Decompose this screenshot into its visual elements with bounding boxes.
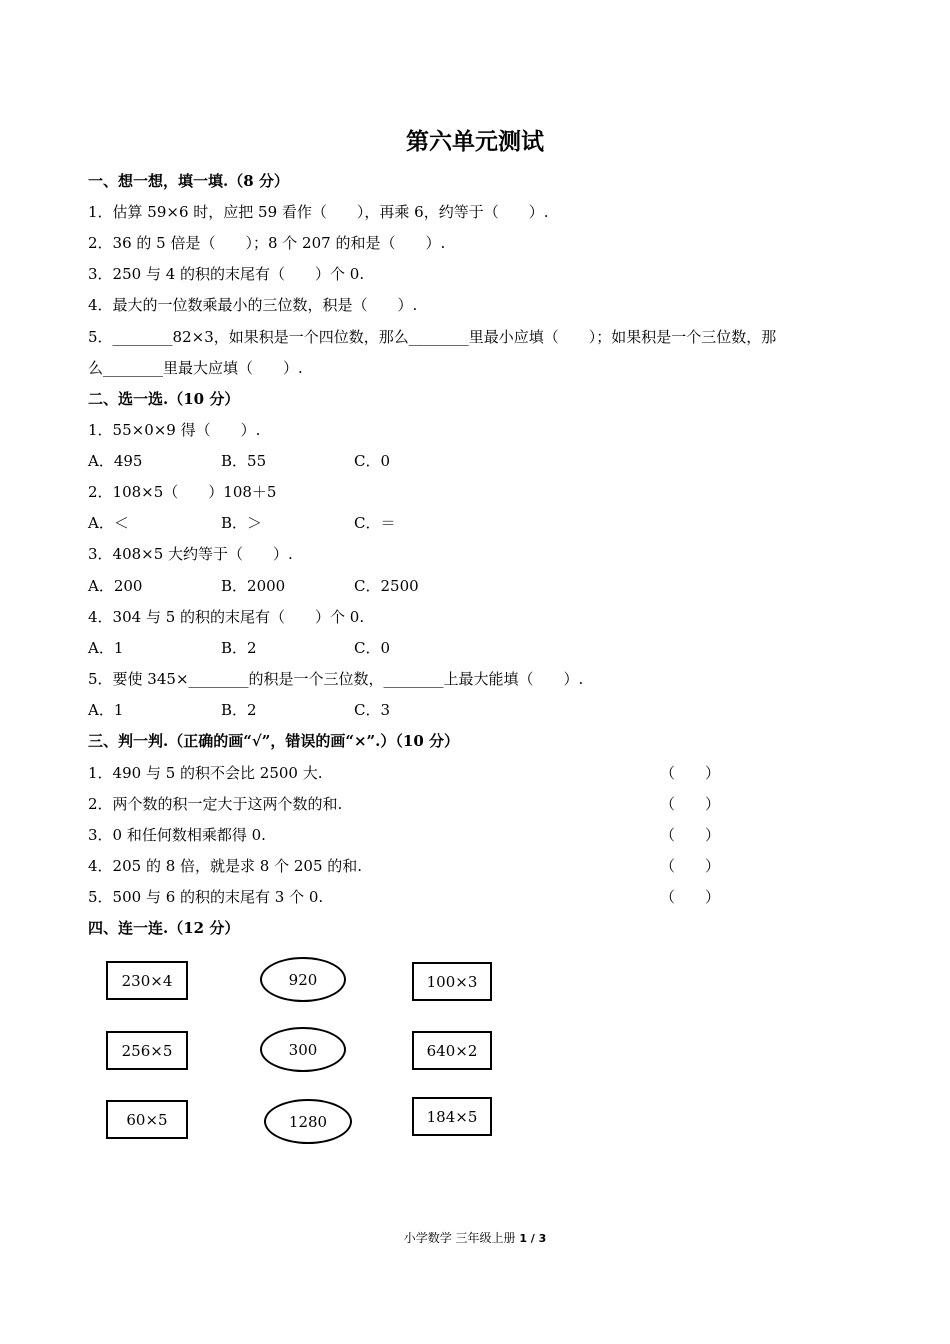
s3-answer-5: （ ）: [660, 888, 721, 906]
s3-item-5: 5．500 与 6 的积的末尾有 3 个 0.: [88, 888, 324, 906]
s2-q2-option-c: C．＝: [354, 514, 396, 532]
s2-q5-option-b: B．2: [221, 701, 257, 719]
section-3-heading: 三、判一判.（正确的画“√”，错误的画“×”.）（10 分）: [88, 732, 459, 750]
match-left-box-2: 256×5: [106, 1031, 188, 1070]
s2-q2-option-a: A．＜: [88, 514, 129, 532]
s1-item-4: 4．最大的一位数乘最小的三位数，积是（ ）.: [88, 296, 418, 314]
section-1-heading: 一、想一想，填一填.（8 分）: [88, 172, 289, 190]
match-left-box-3: 60×5: [106, 1100, 188, 1139]
s2-q1-option-b: B．55: [221, 452, 267, 470]
s2-question-3: 3．408×5 大约等于（ ）.: [88, 545, 293, 563]
s2-q1-option-c: C．0: [354, 452, 391, 470]
s2-q5-option-a: A．1: [88, 701, 124, 719]
s2-q3-option-a: A．200: [88, 577, 143, 595]
match-oval-3: 1280: [264, 1099, 352, 1144]
s2-q3-option-c: C．2500: [354, 577, 419, 595]
s2-question-2: 2．108×5（ ）108＋5: [88, 483, 277, 501]
match-oval-2: 300: [260, 1027, 346, 1072]
s2-question-1: 1．55×0×9 得（ ）.: [88, 421, 261, 439]
section-2-heading: 二、选一选.（10 分）: [88, 390, 240, 408]
section-4-heading: 四、连一连.（12 分）: [88, 919, 240, 937]
s2-q3-option-b: B．2000: [221, 577, 286, 595]
s1-item-5-cont: 么________里最大应填（ ）.: [88, 359, 303, 377]
match-right-box-3: 184×5: [412, 1097, 492, 1136]
match-right-box-2: 640×2: [412, 1031, 492, 1070]
s3-item-4: 4．205 的 8 倍，就是求 8 个 205 的和.: [88, 857, 363, 875]
s2-q4-option-a: A．1: [88, 639, 124, 657]
s3-answer-3: （ ）: [660, 826, 721, 844]
s3-item-2: 2．两个数的积一定大于这两个数的和.: [88, 795, 343, 813]
s1-item-3: 3．250 与 4 的积的末尾有（ ）个 0.: [88, 265, 365, 283]
s3-item-3: 3．0 和任何数相乘都得 0.: [88, 826, 266, 844]
s3-answer-4: （ ）: [660, 857, 721, 875]
s1-item-1: 1．估算 59×6 时，应把 59 看作（ ），再乘 6，约等于（ ）.: [88, 203, 549, 221]
s2-q4-option-c: C．0: [354, 639, 391, 657]
page-number: 1 / 3: [519, 1232, 547, 1245]
s2-question-4: 4．304 与 5 的积的末尾有（ ）个 0.: [88, 608, 365, 626]
s1-item-2: 2．36 的 5 倍是（ ）；8 个 207 的和是（ ）.: [88, 234, 446, 252]
match-right-box-1: 100×3: [412, 962, 492, 1001]
page-footer: [0, 1229, 950, 1246]
s2-q5-option-c: C．3: [354, 701, 391, 719]
match-oval-1: 920: [260, 957, 346, 1002]
match-left-box-1: 230×4: [106, 961, 188, 1000]
s2-q1-option-a: A．495: [88, 452, 143, 470]
s3-answer-1: （ ）: [660, 764, 721, 782]
s2-q2-option-b: B．＞: [221, 514, 263, 532]
footer-text: 小学数学 三年级上册: [403, 1231, 520, 1245]
s2-q4-option-b: B．2: [221, 639, 257, 657]
page-title: 第六单元测试: [406, 128, 544, 155]
s3-item-1: 1．490 与 5 的积不会比 2500 大.: [88, 764, 323, 782]
s2-question-5: 5．要使 345×________的积是一个三位数，________上最大能填（ ）.: [88, 670, 584, 688]
s3-answer-2: （ ）: [660, 795, 721, 813]
s1-item-5: 5．________82×3，如果积是一个四位数，那么________里最小应填（ ）；如果积是一个三位数，那: [88, 328, 777, 346]
